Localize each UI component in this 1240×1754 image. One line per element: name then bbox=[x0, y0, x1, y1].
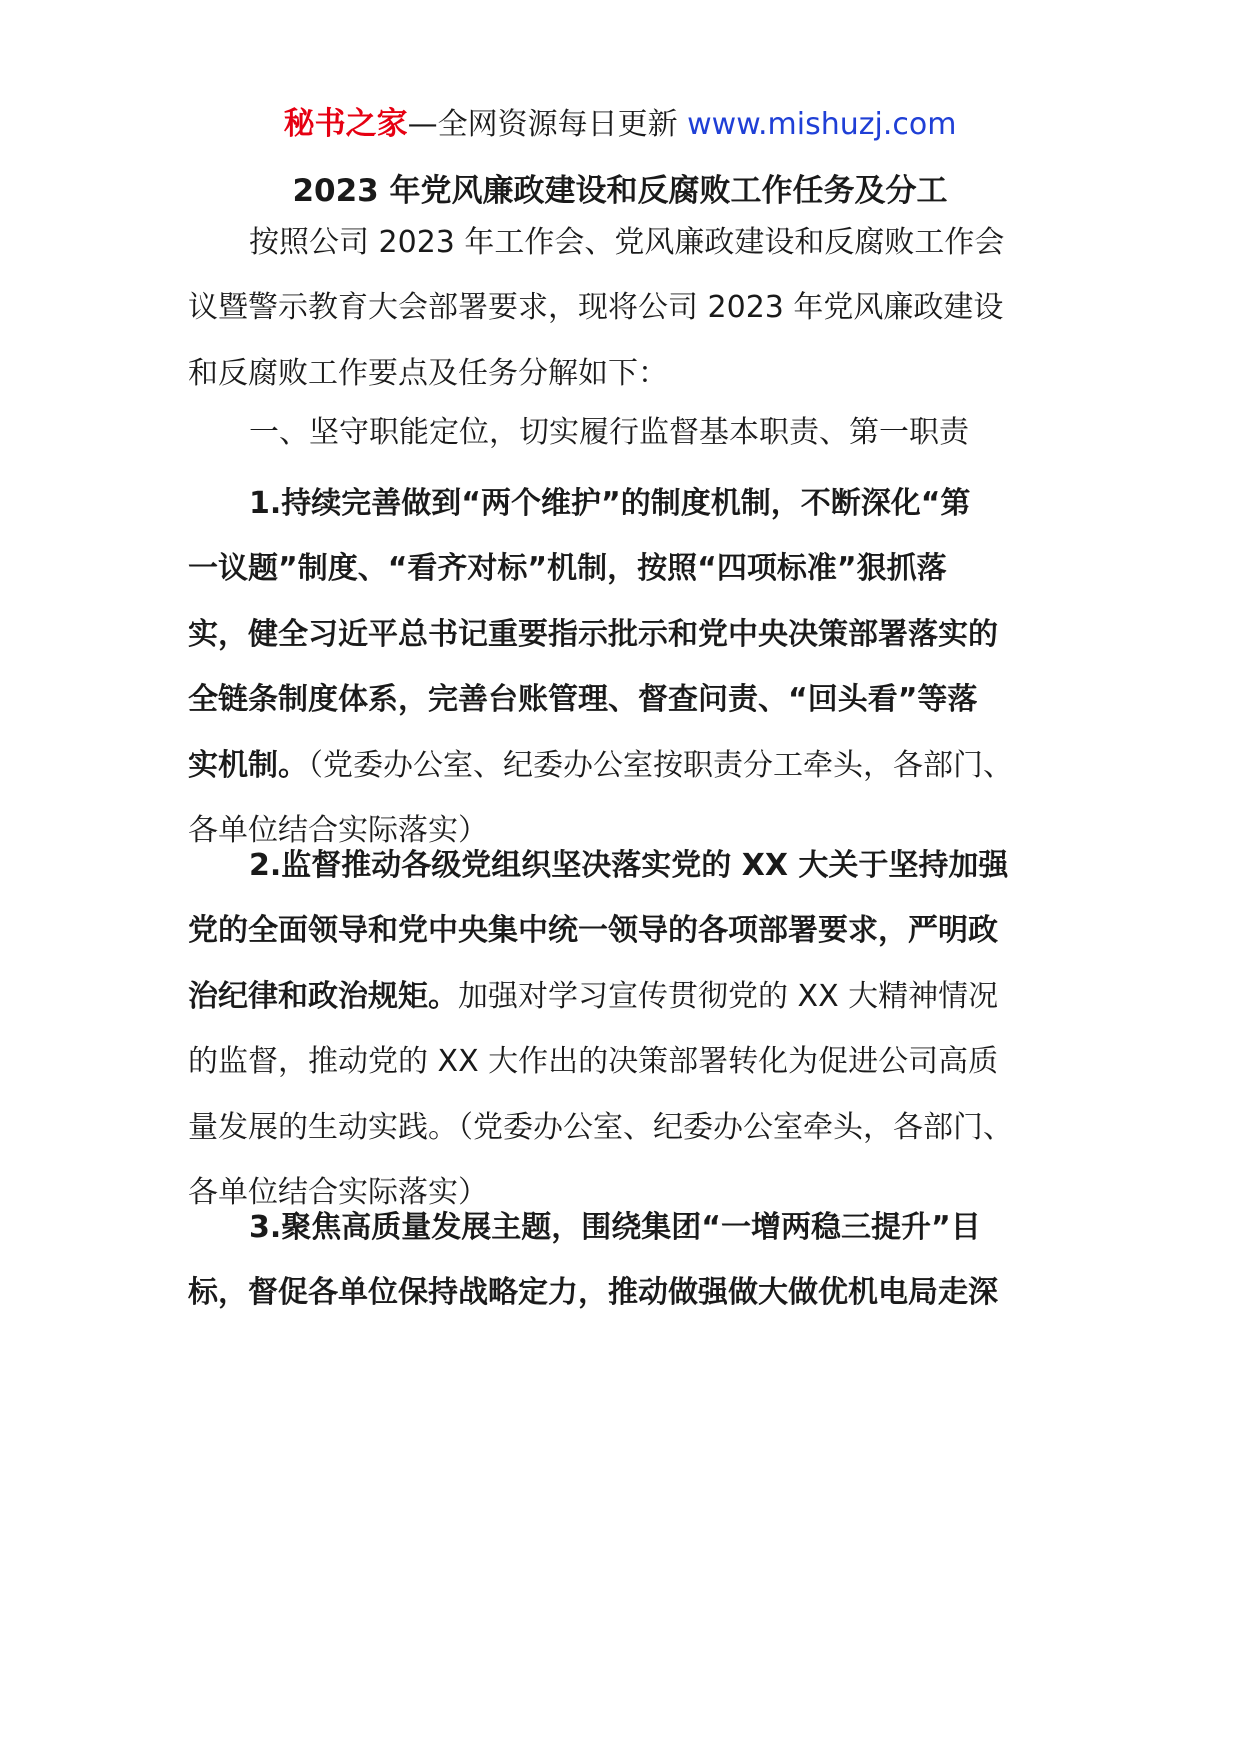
intro-line: 和反腐败工作要点及任务分解如下： bbox=[188, 355, 668, 391]
document-title: 2023 年党风廉政建设和反腐败工作任务及分工 bbox=[292, 173, 948, 209]
site-tagline: —全网资源每日更新 bbox=[407, 107, 678, 142]
item-1-line: 实，健全习近平总书记重要指示批示和党中央决策部署落实的 bbox=[188, 616, 998, 652]
item-1-line: 一议题”制度、“看齐对标”机制，按照“四项标准”狠抓落 bbox=[188, 551, 947, 587]
item-2-paragraph bbox=[188, 833, 1068, 1225]
item-1-line bbox=[188, 733, 1068, 798]
intro-line: 按照公司 2023 年工作会、党风廉政建设和反腐败工作会 bbox=[249, 225, 1005, 260]
item-3-line: 3.聚焦高质量发展主题，围绕集团“一增两稳三提升”目 bbox=[249, 1210, 981, 1245]
item-2-line: 的监督，推动党的 XX 大作出的决策部署转化为促进公司高质 bbox=[188, 1044, 999, 1080]
section-heading bbox=[188, 400, 1068, 465]
section-heading-text: 一、坚守职能定位，切实履行监督基本职责、第一职责 bbox=[249, 415, 969, 450]
item-2-line bbox=[188, 964, 1068, 1029]
item-1-line: 全链条制度体系，完善台账管理、督查问责、“回头看”等落 bbox=[188, 682, 978, 718]
item-1-line: 1.持续完善做到“两个维护”的制度机制，不断深化“第 bbox=[249, 486, 971, 521]
item-1-paragraph bbox=[188, 471, 1068, 863]
item-1-bold-end: 实机制。 bbox=[188, 747, 308, 783]
item-3-paragraph bbox=[188, 1195, 1068, 1326]
item-3-line: 标，督促各单位保持战略定力，推动做强做大做优机电局走深 bbox=[188, 1275, 998, 1311]
item-2-bold-end: 治纪律和政治规矩。 bbox=[188, 978, 458, 1014]
site-url-link[interactable]: www.mishuzj.com bbox=[687, 107, 957, 142]
intro-line: 议暨警示教育大会部署要求，现将公司 2023 年党风廉政建设 bbox=[188, 290, 1004, 326]
item-1-line: 各单位结合实际落实） bbox=[188, 812, 488, 848]
item-2-line: 各单位结合实际落实） bbox=[188, 1174, 488, 1210]
item-2-detail: 加强对学习宣传贯彻党的 XX 大精神情况 bbox=[458, 978, 999, 1014]
item-2-line: 量发展的生动实践。（党委办公室、纪委办公室牵头，各部门、 bbox=[188, 1109, 1013, 1145]
site-banner bbox=[0, 104, 1240, 145]
item-2-line: 党的全面领导和党中央集中统一领导的各项部署要求，严明政 bbox=[188, 913, 998, 949]
item-2-line: 2.监督推动各级党组织坚决落实党的 XX 大关于坚持加强 bbox=[249, 848, 1009, 883]
site-brand: 秘书之家 bbox=[283, 106, 408, 142]
intro-paragraph bbox=[188, 210, 1068, 406]
item-1-responsibility: （党委办公室、纪委办公室按职责分工牵头，各部门、 bbox=[308, 747, 1013, 783]
